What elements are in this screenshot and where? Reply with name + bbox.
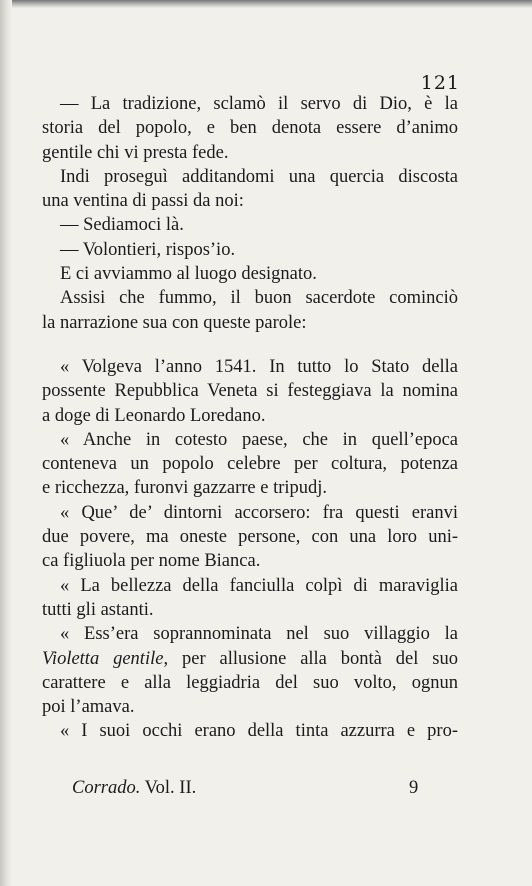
text-line: storia del popolo, e ben denota essere d’animo	[42, 118, 458, 139]
text-line: Indi proseguì additandomi una quercia discosta	[60, 166, 458, 187]
page-gutter-shadow	[0, 0, 12, 886]
text-line: — La tradizione, sclamò il servo di Dio, è la	[60, 94, 458, 114]
text-line: la narrazione sua con queste parole:	[42, 312, 307, 333]
text-line: « La bellezza della fanciulla colpì di maraviglia	[60, 575, 458, 596]
text-line: carattere e alla leggiadria del suo volto, ognun	[42, 672, 458, 693]
footer-volume: Vol. II.	[144, 778, 197, 798]
text-line: conteneva un popolo celebre per coltura, potenza	[42, 454, 458, 475]
text-line: « Que’ de’ dintorni accorsero: fra questi eranvi	[60, 502, 458, 523]
text-line: « Ess’era soprannominata nel suo villaggio la	[60, 624, 458, 645]
page-number: 121	[420, 72, 460, 94]
text-line: — Volontieri, rispos’io.	[60, 239, 236, 260]
text-line: ca figliuola per nome Bianca.	[42, 551, 261, 572]
paragraph-gap	[42, 335, 458, 355]
page-footer	[72, 778, 432, 799]
text-line: e ricchezza, furonvi gazzarre e tripudj.	[42, 478, 328, 499]
text-line: due povere, ma oneste persone, con una loro uni-	[42, 527, 458, 548]
text-line: poi l’amava.	[42, 697, 135, 718]
text-line: una ventina di passi da noi:	[42, 191, 244, 212]
text-line: gentile chi vi presta fede.	[42, 142, 229, 163]
text-line: tutti gli astanti.	[42, 599, 154, 620]
text-line: « I suoi occhi erano della tinta azzurra e pro-	[60, 721, 458, 742]
text-line: a doge di Leonardo Loredano.	[42, 405, 266, 426]
signature-mark: 9	[409, 778, 419, 798]
body-text	[42, 92, 458, 744]
text-line: Assisi che fummo, il buon sacerdote cominciò	[60, 288, 458, 309]
footer-title: Corrado.	[72, 778, 141, 798]
text-line: « Anche in cotesto paese, che in quell’epoca	[60, 429, 458, 450]
text-line: Violetta gentile, per allusione alla bontà del suo	[42, 648, 458, 669]
italic-phrase: Violetta gentile	[42, 648, 164, 669]
page-top-shadow	[0, 0, 532, 8]
text-line: possente Repubblica Veneta si festeggiava la nomina	[42, 381, 458, 402]
text-line: — Sediamoci là.	[60, 215, 184, 236]
text-line: « Volgeva l’anno 1541. In tutto lo Stato della	[60, 356, 458, 377]
text-line: E ci avviammo al luogo designato.	[60, 264, 317, 285]
